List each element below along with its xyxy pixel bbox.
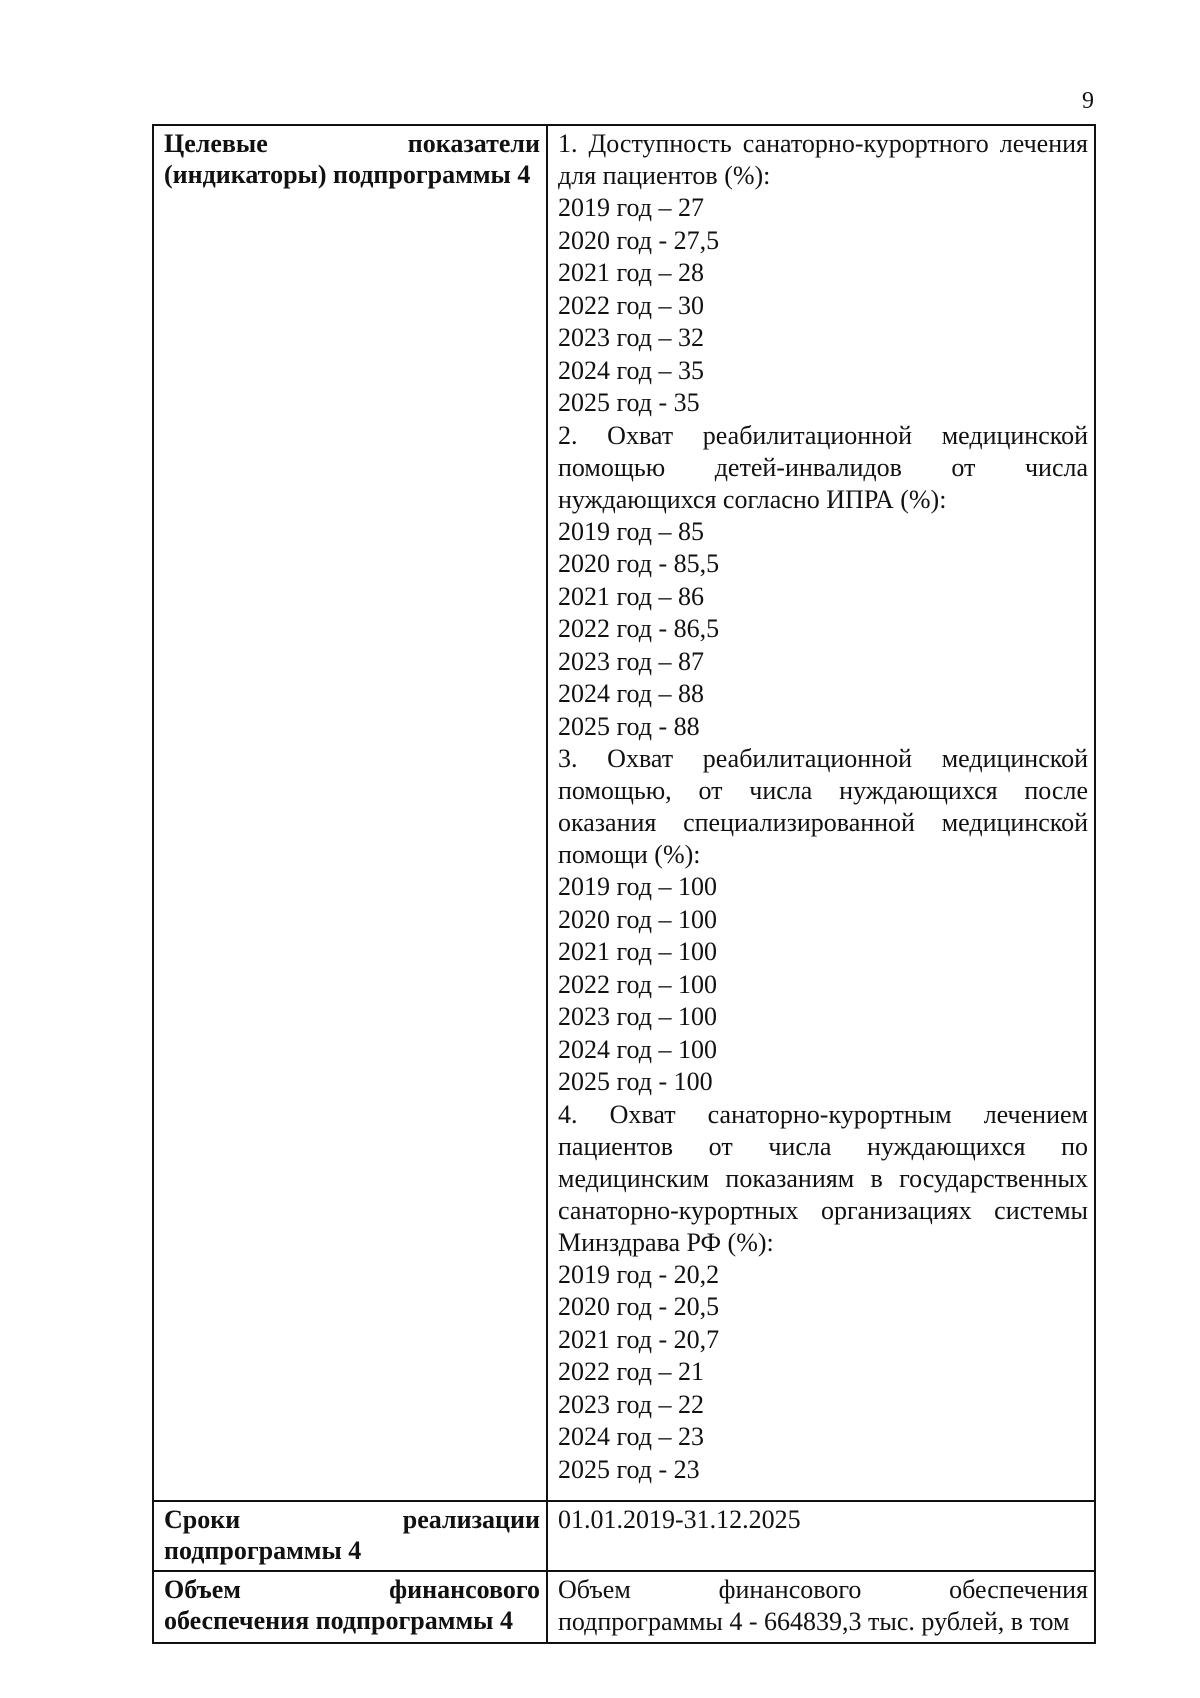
table-row-funding-volume [153,1571,1095,1643]
label-cell [153,125,547,1501]
indicator-3-year-2021: 2021 год – 100 [558,937,717,966]
value-cell [547,1571,1095,1643]
indicator-2-year-2024: 2024 год – 88 [558,679,704,708]
table-row-target-indicators [153,125,1095,1501]
indicator-2-year-2022: 2022 год - 86,5 [558,614,720,643]
row-label-funding-volume: Объем финансового обеспечения подпрограммы 4 [164,1575,540,1635]
indicator-2-year-2019: 2019 год – 85 [558,516,704,546]
indicator-4-year-2023: 2023 год – 22 [558,1389,704,1419]
indicator-4-year-2021: 2021 год - 20,7 [558,1324,720,1354]
indicator-2-year-2025: 2025 год - 88 [558,711,700,741]
indicator-3-year-2025: 2025 год - 100 [558,1067,713,1096]
indicator-1-year-2024: 2024 год – 35 [558,355,704,385]
indicator-1-year-2019: 2019 год – 27 [558,193,704,222]
label-cell [153,1571,547,1643]
indicator-3-year-2022: 2022 год – 100 [558,969,717,999]
indicator-1-year-2022: 2022 год – 30 [558,290,704,320]
indicator-4-year-2022: 2022 год – 21 [558,1357,704,1386]
label-cell [153,1501,547,1571]
indicator-4-year-2020: 2020 год - 20,5 [558,1292,720,1321]
indicator-4-year-2024: 2024 год – 23 [558,1422,704,1451]
indicator-3-title: 3. Охват реабилитационной медицинской помощью, от числа нуждающихся после оказания специализированной медицинской помощи (%): [558,744,1088,869]
indicator-4 [558,1099,1088,1487]
passport-table [152,124,1096,1644]
indicator-1-title: 1. Доступность санаторно-курортного лечения для пациентов (%): [558,129,1088,190]
funding-volume-value: Объем финансового обеспечения подпрограммы 4 - 664839,3 тыс. рублей, в том [558,1575,1088,1636]
indicator-3 [558,743,1088,1099]
implementation-terms-value: 01.01.2019-31.12.2025 [558,1505,801,1534]
table-row-implementation-terms [153,1501,1095,1571]
indicator-2-year-2020: 2020 год - 85,5 [558,549,720,578]
value-cell [547,125,1095,1501]
value-cell [547,1501,1095,1571]
indicator-2-year-2023: 2023 год – 87 [558,646,704,676]
indicator-1-year-2023: 2023 год – 32 [558,323,704,352]
indicator-3-year-2024: 2024 год – 100 [558,1034,717,1064]
page-number: 9 [1082,88,1094,114]
row-label-implementation-terms: Сроки реализации подпрограммы 4 [164,1505,540,1565]
indicator-3-year-2019: 2019 год – 100 [558,872,717,901]
indicator-1-year-2025: 2025 год - 35 [558,388,700,417]
row-label-target-indicators: Целевые показатели (индикаторы) подпрограммы 4 [164,129,540,189]
indicator-2-year-2021: 2021 год – 86 [558,581,704,611]
indicator-4-title: 4. Охват санаторно-курортным лечением пациентов от числа нуждающихся по медицинским показаниям в государственных санаторно-курортных организациях системы Минздрава РФ (%): [558,1099,1088,1257]
indicator-4-year-2019: 2019 год - 20,2 [558,1259,720,1289]
indicator-1-year-2021: 2021 год – 28 [558,258,704,287]
indicator-3-year-2020: 2020 год – 100 [558,904,717,934]
indicator-2-title: 2. Охват реабилитационной медицинской помощью детей-инвалидов от числа нуждающихся согласно ИПРА (%): [558,420,1088,514]
indicator-3-year-2023: 2023 год – 100 [558,1002,717,1031]
indicator-1 [558,128,1088,420]
indicator-2 [558,420,1088,744]
indicator-1-year-2020: 2020 год - 27,5 [558,225,720,255]
indicator-4-year-2025: 2025 год - 23 [558,1454,700,1484]
